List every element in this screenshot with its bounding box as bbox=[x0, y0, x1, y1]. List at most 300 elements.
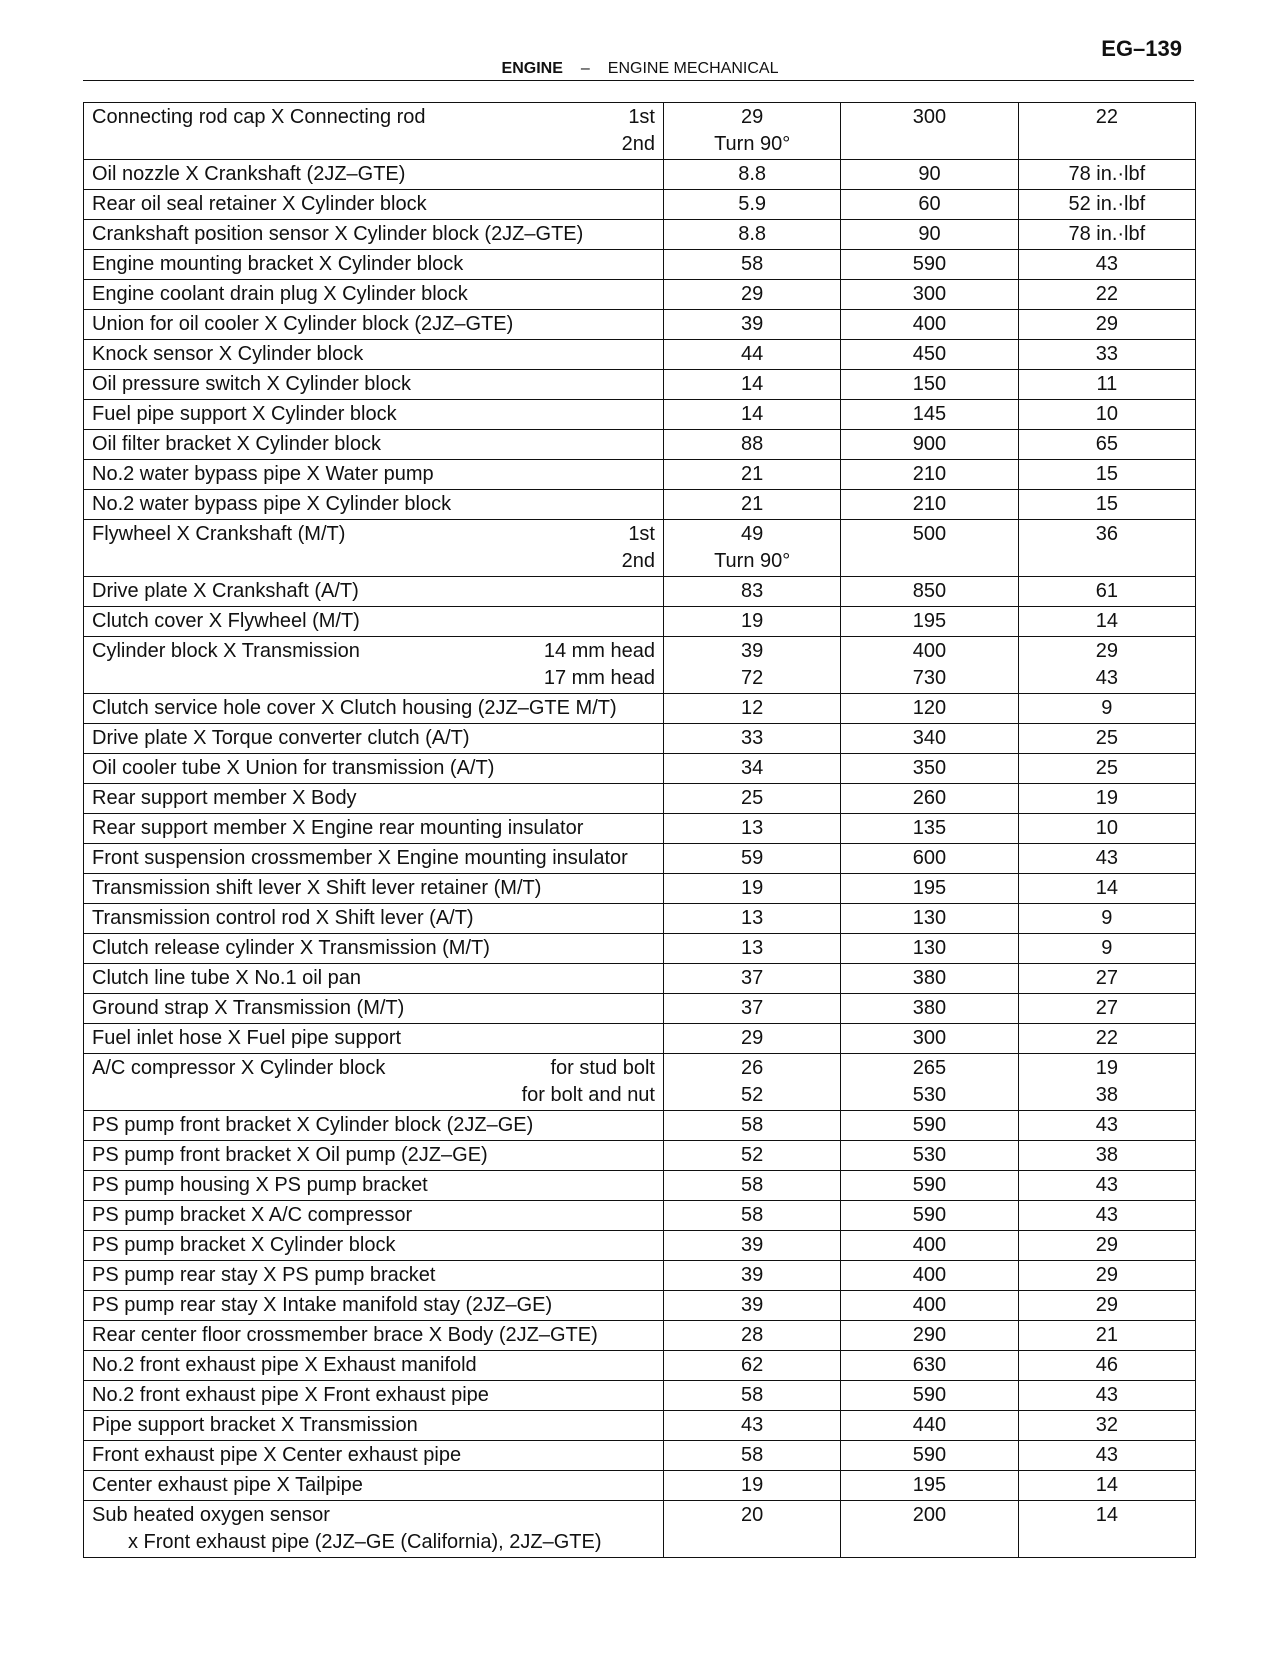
torque-ftlbf-cell bbox=[1018, 1381, 1195, 1411]
part-cell bbox=[84, 1321, 664, 1351]
part-cell bbox=[84, 250, 664, 280]
torque-value: 19 bbox=[741, 610, 764, 632]
torque-kgfcm-cell bbox=[841, 250, 1018, 280]
torque-value: 43 bbox=[741, 1414, 764, 1436]
torque-ftlbf-cell bbox=[1018, 430, 1195, 460]
torque-value: 52 bbox=[741, 1144, 764, 1166]
torque-kgfcm-cell bbox=[841, 1411, 1018, 1441]
torque-ftlbf-cell bbox=[1018, 160, 1195, 190]
table-row bbox=[84, 874, 1196, 904]
torque-value bbox=[672, 1529, 832, 1556]
torque-value: 590 bbox=[912, 1444, 947, 1466]
part-name: Pipe support bracket X Transmission bbox=[92, 1414, 418, 1436]
table-row bbox=[84, 250, 1196, 280]
torque-value: 29 bbox=[1095, 640, 1118, 662]
torque-value: 39 bbox=[741, 1264, 764, 1286]
part-line bbox=[92, 1112, 655, 1139]
part-line bbox=[92, 905, 655, 932]
part-line bbox=[92, 725, 655, 752]
torque-kgfcm-cell bbox=[841, 1381, 1018, 1411]
torque-nm-cell bbox=[664, 934, 841, 964]
torque-ftlbf-cell bbox=[1018, 1261, 1195, 1291]
part-line bbox=[92, 461, 655, 488]
torque-ftlbf-cell bbox=[1018, 400, 1195, 430]
table-row bbox=[84, 1111, 1196, 1141]
part-line bbox=[92, 965, 655, 992]
torque-value: 27 bbox=[1095, 997, 1118, 1019]
torque-kgfcm-cell bbox=[841, 1111, 1018, 1141]
torque-nm-cell bbox=[664, 1261, 841, 1291]
torque-ftlbf-cell bbox=[1018, 1171, 1195, 1201]
part-line bbox=[92, 131, 655, 158]
part-line bbox=[92, 815, 655, 842]
part-name: Transmission control rod X Shift lever (A/T) bbox=[92, 907, 474, 929]
torque-value: 850 bbox=[912, 580, 947, 602]
torque-value: Turn 90° bbox=[714, 550, 791, 572]
torque-value: 8.8 bbox=[738, 163, 767, 185]
torque-ftlbf-cell bbox=[1018, 754, 1195, 784]
torque-ftlbf-cell bbox=[1018, 460, 1195, 490]
torque-nm-cell bbox=[664, 370, 841, 400]
part-cell bbox=[84, 577, 664, 607]
torque-value: 20 bbox=[741, 1504, 764, 1526]
torque-ftlbf-cell bbox=[1018, 904, 1195, 934]
torque-value: 630 bbox=[912, 1354, 947, 1376]
section-title: ENGINE bbox=[501, 60, 563, 77]
part-name: Connecting rod cap X Connecting rod bbox=[92, 106, 426, 128]
torque-value: 43 bbox=[1095, 847, 1118, 869]
torque-kgfcm-cell bbox=[841, 370, 1018, 400]
part-line bbox=[92, 695, 655, 722]
torque-nm-cell bbox=[664, 694, 841, 724]
torque-kgfcm-cell bbox=[841, 1024, 1018, 1054]
torque-value: 590 bbox=[912, 253, 947, 275]
torque-nm-cell bbox=[664, 430, 841, 460]
part-name: PS pump front bracket X Oil pump (2JZ–GE) bbox=[92, 1144, 488, 1166]
table-row bbox=[84, 1291, 1196, 1321]
part-line bbox=[92, 401, 655, 428]
part-cell bbox=[84, 160, 664, 190]
torque-kgfcm-cell bbox=[841, 1291, 1018, 1321]
part-cell bbox=[84, 1141, 664, 1171]
header-separator: – bbox=[580, 60, 590, 77]
torque-value: 145 bbox=[912, 403, 947, 425]
torque-nm-cell bbox=[664, 460, 841, 490]
torque-value: 43 bbox=[1095, 667, 1118, 689]
torque-kgfcm-cell bbox=[841, 844, 1018, 874]
torque-value: 14 bbox=[1095, 610, 1118, 632]
part-cell bbox=[84, 1471, 664, 1501]
part-cell bbox=[84, 1201, 664, 1231]
torque-nm-cell bbox=[664, 754, 841, 784]
part-qualifier: 1st bbox=[628, 106, 655, 128]
torque-kgfcm-cell bbox=[841, 637, 1018, 694]
torque-kgfcm-cell bbox=[841, 1141, 1018, 1171]
part-name: Union for oil cooler X Cylinder block (2JZ–GTE) bbox=[92, 313, 514, 335]
torque-value: 265 bbox=[912, 1057, 947, 1079]
part-qualifier: 2nd bbox=[621, 133, 655, 155]
table-row bbox=[84, 784, 1196, 814]
table-row bbox=[84, 460, 1196, 490]
torque-kgfcm-cell bbox=[841, 874, 1018, 904]
part-name: Oil cooler tube X Union for transmission (A/T) bbox=[92, 757, 495, 779]
table-row bbox=[84, 577, 1196, 607]
torque-value: 19 bbox=[1095, 787, 1118, 809]
torque-kgfcm-cell bbox=[841, 340, 1018, 370]
torque-value: 600 bbox=[912, 847, 947, 869]
torque-value: 90 bbox=[918, 223, 941, 245]
torque-nm-cell bbox=[664, 1441, 841, 1471]
torque-nm-cell bbox=[664, 340, 841, 370]
torque-nm-cell bbox=[664, 220, 841, 250]
part-name: Drive plate X Crankshaft (A/T) bbox=[92, 580, 359, 602]
part-line bbox=[92, 1472, 655, 1499]
torque-value: 37 bbox=[741, 997, 764, 1019]
part-line bbox=[92, 1412, 655, 1439]
torque-value: 58 bbox=[741, 1444, 764, 1466]
part-cell bbox=[84, 904, 664, 934]
part-name: Sub heated oxygen sensor bbox=[92, 1504, 330, 1526]
torque-kgfcm-cell bbox=[841, 400, 1018, 430]
part-line bbox=[92, 1292, 655, 1319]
part-cell bbox=[84, 520, 664, 577]
torque-ftlbf-cell bbox=[1018, 1231, 1195, 1261]
table-row bbox=[84, 310, 1196, 340]
torque-value: 36 bbox=[1095, 523, 1118, 545]
table-row bbox=[84, 1024, 1196, 1054]
torque-nm-cell bbox=[664, 964, 841, 994]
table-row bbox=[84, 934, 1196, 964]
part-name: Transmission shift lever X Shift lever retainer (M/T) bbox=[92, 877, 542, 899]
part-cell bbox=[84, 1054, 664, 1111]
torque-nm-cell bbox=[664, 1024, 841, 1054]
torque-ftlbf-cell bbox=[1018, 577, 1195, 607]
torque-value: 195 bbox=[912, 877, 947, 899]
part-name: Clutch release cylinder X Transmission (M/T) bbox=[92, 937, 490, 959]
header-rule bbox=[83, 80, 1194, 81]
torque-value: 150 bbox=[912, 373, 947, 395]
part-name: No.2 water bypass pipe X Water pump bbox=[92, 463, 434, 485]
table-row bbox=[84, 1201, 1196, 1231]
torque-nm-cell bbox=[664, 160, 841, 190]
torque-value: 58 bbox=[741, 1114, 764, 1136]
part-name: Oil nozzle X Crankshaft (2JZ–GTE) bbox=[92, 163, 406, 185]
torque-ftlbf-cell bbox=[1018, 520, 1195, 577]
torque-value: 14 bbox=[1095, 1504, 1118, 1526]
torque-ftlbf-cell bbox=[1018, 1201, 1195, 1231]
part-line bbox=[92, 845, 655, 872]
torque-value: 39 bbox=[741, 313, 764, 335]
torque-value: 400 bbox=[912, 640, 947, 662]
part-line bbox=[92, 281, 655, 308]
part-line bbox=[92, 1322, 655, 1349]
part-cell bbox=[84, 1261, 664, 1291]
torque-value bbox=[849, 131, 1009, 158]
part-line bbox=[92, 755, 655, 782]
part-line bbox=[92, 935, 655, 962]
torque-value: 340 bbox=[912, 727, 947, 749]
torque-nm-cell bbox=[664, 1501, 841, 1558]
torque-value: 15 bbox=[1095, 493, 1118, 515]
part-line bbox=[92, 1142, 655, 1169]
torque-kgfcm-cell bbox=[841, 784, 1018, 814]
part-qualifier: 2nd bbox=[621, 550, 655, 572]
torque-value: 43 bbox=[1095, 1174, 1118, 1196]
torque-ftlbf-cell bbox=[1018, 1441, 1195, 1471]
table-row bbox=[84, 1381, 1196, 1411]
part-line bbox=[92, 785, 655, 812]
part-line bbox=[92, 995, 655, 1022]
torque-value: 38 bbox=[1095, 1084, 1118, 1106]
part-cell bbox=[84, 1501, 664, 1558]
torque-value: 25 bbox=[741, 787, 764, 809]
torque-ftlbf-cell bbox=[1018, 250, 1195, 280]
torque-ftlbf-cell bbox=[1018, 1291, 1195, 1321]
torque-value bbox=[1027, 1529, 1187, 1556]
torque-value: 8.8 bbox=[738, 223, 767, 245]
table-row bbox=[84, 1231, 1196, 1261]
torque-kgfcm-cell bbox=[841, 607, 1018, 637]
torque-nm-cell bbox=[664, 814, 841, 844]
torque-value: 43 bbox=[1095, 1384, 1118, 1406]
part-line bbox=[92, 1202, 655, 1229]
torque-nm-cell bbox=[664, 1381, 841, 1411]
torque-value: 32 bbox=[1095, 1414, 1118, 1436]
torque-kgfcm-cell bbox=[841, 490, 1018, 520]
torque-kgfcm-cell bbox=[841, 904, 1018, 934]
torque-value: 83 bbox=[741, 580, 764, 602]
torque-kgfcm-cell bbox=[841, 1171, 1018, 1201]
part-qualifier: 17 mm head bbox=[543, 667, 655, 689]
torque-ftlbf-cell bbox=[1018, 1111, 1195, 1141]
torque-value: 195 bbox=[912, 1474, 947, 1496]
part-name: Flywheel X Crankshaft (M/T) bbox=[92, 523, 346, 545]
torque-value bbox=[849, 548, 1009, 575]
torque-value: 61 bbox=[1095, 580, 1118, 602]
torque-value: 60 bbox=[918, 193, 941, 215]
torque-value: 43 bbox=[1095, 253, 1118, 275]
torque-value bbox=[849, 1529, 1009, 1556]
torque-value: 58 bbox=[741, 253, 764, 275]
table-row bbox=[84, 1261, 1196, 1291]
torque-ftlbf-cell bbox=[1018, 340, 1195, 370]
torque-kgfcm-cell bbox=[841, 430, 1018, 460]
part-name: PS pump rear stay X Intake manifold stay (2JZ–GE) bbox=[92, 1294, 553, 1316]
part-cell bbox=[84, 490, 664, 520]
part-cell bbox=[84, 844, 664, 874]
torque-ftlbf-cell bbox=[1018, 490, 1195, 520]
torque-value: 29 bbox=[741, 283, 764, 305]
part-cell bbox=[84, 694, 664, 724]
torque-kgfcm-cell bbox=[841, 1351, 1018, 1381]
torque-kgfcm-cell bbox=[841, 577, 1018, 607]
torque-nm-cell bbox=[664, 1201, 841, 1231]
torque-value: 22 bbox=[1095, 1027, 1118, 1049]
torque-ftlbf-cell bbox=[1018, 220, 1195, 250]
torque-nm-cell bbox=[664, 490, 841, 520]
part-line bbox=[92, 371, 655, 398]
part-line bbox=[92, 1352, 655, 1379]
part-line bbox=[92, 251, 655, 278]
part-qualifier: 1st bbox=[628, 523, 655, 545]
torque-kgfcm-cell bbox=[841, 310, 1018, 340]
torque-value: 15 bbox=[1095, 463, 1118, 485]
torque-value: 39 bbox=[741, 1294, 764, 1316]
torque-ftlbf-cell bbox=[1018, 1351, 1195, 1381]
torque-value: 590 bbox=[912, 1114, 947, 1136]
part-cell bbox=[84, 340, 664, 370]
torque-ftlbf-cell bbox=[1018, 1054, 1195, 1111]
part-name: Engine mounting bracket X Cylinder block bbox=[92, 253, 464, 275]
torque-value: 590 bbox=[912, 1204, 947, 1226]
torque-nm-cell bbox=[664, 1471, 841, 1501]
part-name: No.2 front exhaust pipe X Exhaust manifold bbox=[92, 1354, 477, 1376]
table-row bbox=[84, 490, 1196, 520]
part-cell bbox=[84, 1291, 664, 1321]
torque-value: 290 bbox=[912, 1324, 947, 1346]
torque-kgfcm-cell bbox=[841, 190, 1018, 220]
torque-value: 200 bbox=[912, 1504, 947, 1526]
torque-kgfcm-cell bbox=[841, 994, 1018, 1024]
torque-nm-cell bbox=[664, 577, 841, 607]
torque-value bbox=[1027, 131, 1187, 158]
torque-ftlbf-cell bbox=[1018, 103, 1195, 160]
subsection-title: ENGINE MECHANICAL bbox=[607, 60, 779, 77]
torque-nm-cell bbox=[664, 103, 841, 160]
torque-nm-cell bbox=[664, 1231, 841, 1261]
torque-kgfcm-cell bbox=[841, 754, 1018, 784]
part-line bbox=[92, 1442, 655, 1469]
torque-ftlbf-cell bbox=[1018, 874, 1195, 904]
part-cell bbox=[84, 103, 664, 160]
part-name: No.2 water bypass pipe X Cylinder block bbox=[92, 493, 452, 515]
torque-ftlbf-cell bbox=[1018, 964, 1195, 994]
part-name: Ground strap X Transmission (M/T) bbox=[92, 997, 405, 1019]
torque-value: 29 bbox=[741, 106, 764, 128]
part-name: Fuel inlet hose X Fuel pipe support bbox=[92, 1027, 402, 1049]
part-cell bbox=[84, 994, 664, 1024]
part-line bbox=[92, 638, 655, 665]
torque-value: 10 bbox=[1095, 403, 1118, 425]
part-cell bbox=[84, 1171, 664, 1201]
part-line bbox=[92, 521, 655, 548]
torque-value: 52 in.·lbf bbox=[1068, 193, 1146, 215]
part-name: Clutch line tube X No.1 oil pan bbox=[92, 967, 362, 989]
part-line bbox=[92, 311, 655, 338]
torque-value: 29 bbox=[1095, 1264, 1118, 1286]
table-row bbox=[84, 280, 1196, 310]
part-line bbox=[92, 875, 655, 902]
torque-ftlbf-cell bbox=[1018, 694, 1195, 724]
torque-nm-cell bbox=[664, 250, 841, 280]
torque-value: 26 bbox=[741, 1057, 764, 1079]
torque-value: 350 bbox=[912, 757, 947, 779]
torque-kgfcm-cell bbox=[841, 160, 1018, 190]
part-name: Oil filter bracket X Cylinder block bbox=[92, 433, 381, 455]
torque-value: 14 bbox=[1095, 1474, 1118, 1496]
page-number: EG–139 bbox=[1101, 36, 1182, 61]
torque-value: 195 bbox=[912, 610, 947, 632]
torque-value: 19 bbox=[741, 1474, 764, 1496]
part-name: Rear center floor crossmember brace X Body (2JZ–GTE) bbox=[92, 1324, 598, 1346]
table-row bbox=[84, 160, 1196, 190]
table-row bbox=[84, 190, 1196, 220]
table-row bbox=[84, 1141, 1196, 1171]
torque-value: 22 bbox=[1095, 283, 1118, 305]
torque-ftlbf-cell bbox=[1018, 994, 1195, 1024]
torque-value: 34 bbox=[741, 757, 764, 779]
part-cell bbox=[84, 637, 664, 694]
torque-kgfcm-cell bbox=[841, 1441, 1018, 1471]
part-cell bbox=[84, 190, 664, 220]
torque-kgfcm-cell bbox=[841, 724, 1018, 754]
torque-value: 12 bbox=[741, 697, 764, 719]
part-name: Clutch cover X Flywheel (M/T) bbox=[92, 610, 360, 632]
torque-ftlbf-cell bbox=[1018, 1141, 1195, 1171]
torque-value: 130 bbox=[912, 907, 947, 929]
table-row bbox=[84, 637, 1196, 694]
torque-nm-cell bbox=[664, 904, 841, 934]
torque-kgfcm-cell bbox=[841, 934, 1018, 964]
part-cell bbox=[84, 430, 664, 460]
torque-spec-table bbox=[83, 102, 1196, 1558]
torque-value: 590 bbox=[912, 1384, 947, 1406]
torque-value: 90 bbox=[918, 163, 941, 185]
part-name: PS pump bracket X A/C compressor bbox=[92, 1204, 413, 1226]
torque-value: 10 bbox=[1095, 817, 1118, 839]
torque-ftlbf-cell bbox=[1018, 637, 1195, 694]
torque-value: 78 in.·lbf bbox=[1068, 223, 1146, 245]
part-line bbox=[92, 341, 655, 368]
part-line bbox=[92, 548, 655, 575]
torque-value: 29 bbox=[1095, 313, 1118, 335]
torque-kgfcm-cell bbox=[841, 280, 1018, 310]
part-cell bbox=[84, 934, 664, 964]
table-row bbox=[84, 694, 1196, 724]
part-line bbox=[92, 191, 655, 218]
torque-value: 300 bbox=[912, 1027, 947, 1049]
torque-value: 25 bbox=[1095, 727, 1118, 749]
part-name: Rear support member X Body bbox=[92, 787, 357, 809]
torque-value: 300 bbox=[912, 106, 947, 128]
torque-value: 11 bbox=[1096, 373, 1118, 395]
torque-nm-cell bbox=[664, 874, 841, 904]
part-cell bbox=[84, 964, 664, 994]
torque-value: 400 bbox=[912, 1264, 947, 1286]
torque-kgfcm-cell bbox=[841, 460, 1018, 490]
part-line bbox=[92, 1262, 655, 1289]
torque-value: Turn 90° bbox=[714, 133, 791, 155]
part-name: PS pump bracket X Cylinder block bbox=[92, 1234, 396, 1256]
part-name: PS pump rear stay X PS pump bracket bbox=[92, 1264, 436, 1286]
torque-kgfcm-cell bbox=[841, 1321, 1018, 1351]
running-header bbox=[0, 60, 1280, 78]
part-name: Oil pressure switch X Cylinder block bbox=[92, 373, 411, 395]
torque-value: 9 bbox=[1101, 907, 1113, 929]
part-line bbox=[92, 431, 655, 458]
torque-nm-cell bbox=[664, 280, 841, 310]
part-line bbox=[92, 1172, 655, 1199]
table-row bbox=[84, 1351, 1196, 1381]
part-line bbox=[92, 1055, 655, 1082]
table-row bbox=[84, 430, 1196, 460]
torque-value: 530 bbox=[912, 1084, 947, 1106]
torque-value: 29 bbox=[1095, 1294, 1118, 1316]
part-name: Knock sensor X Cylinder block bbox=[92, 343, 364, 365]
torque-value: 13 bbox=[741, 937, 764, 959]
torque-value: 400 bbox=[912, 1294, 947, 1316]
torque-value: 43 bbox=[1095, 1204, 1118, 1226]
